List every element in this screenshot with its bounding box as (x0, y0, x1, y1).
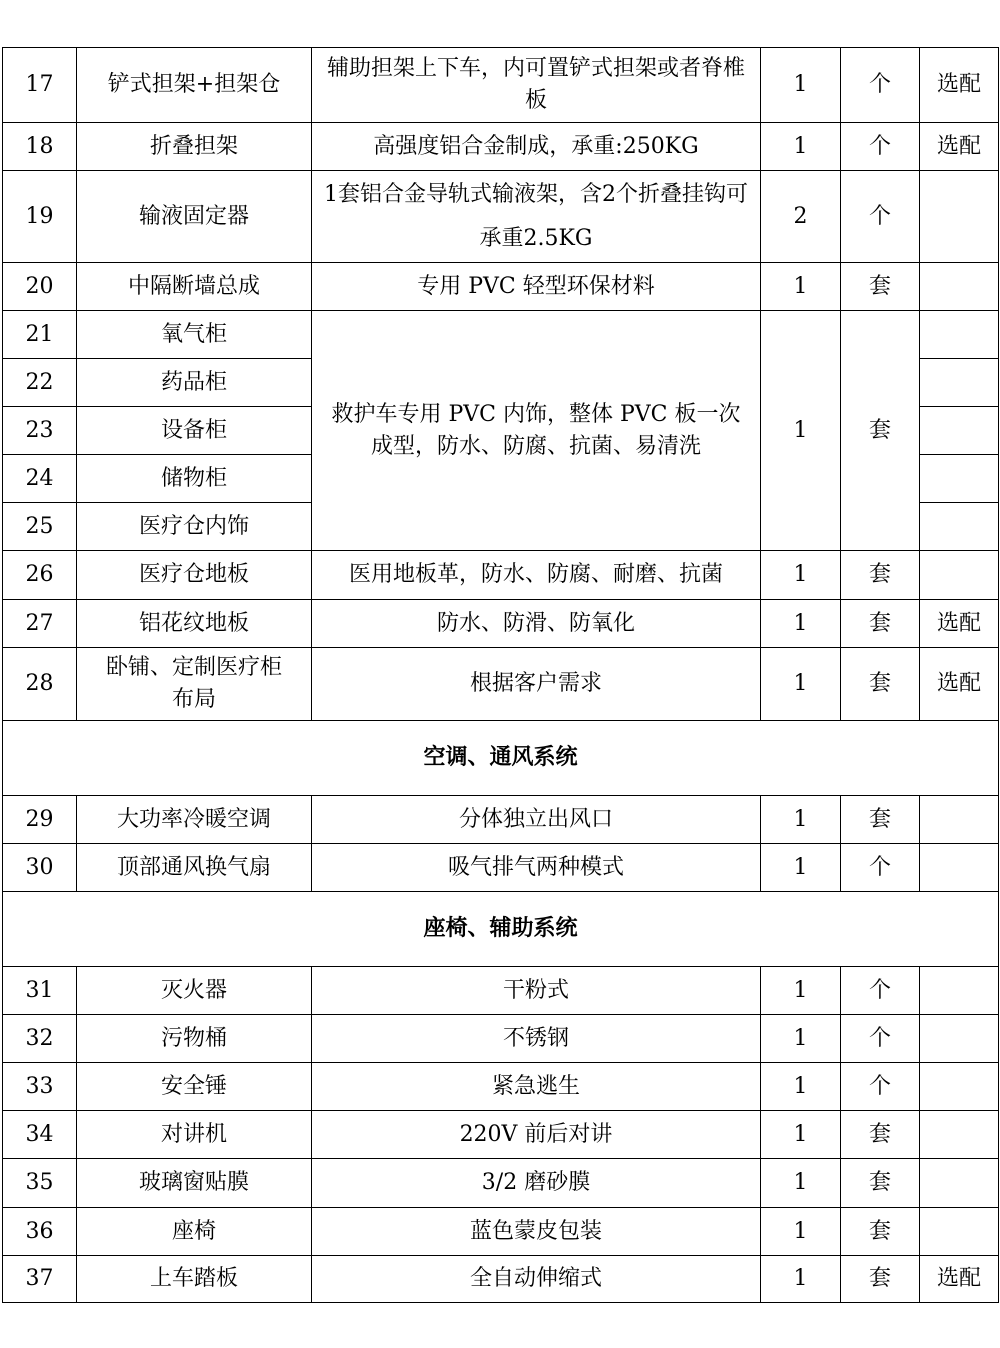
item-description: 不锈钢 (312, 1015, 761, 1063)
item-number: 20 (3, 263, 77, 311)
item-description: 干粉式 (312, 967, 761, 1015)
item-number: 19 (3, 171, 77, 263)
item-quantity: 1 (761, 648, 841, 721)
table-row (3, 1015, 999, 1063)
item-quantity: 1 (761, 1208, 841, 1256)
item-description: 根据客户需求 (312, 648, 761, 721)
group-description: 救护车专用 PVC 内饰，整体 PVC 板一次成型，防水、防腐、抗菌、易清洗 (312, 311, 761, 551)
item-note (920, 407, 999, 455)
item-number: 33 (3, 1063, 77, 1111)
item-name: 中隔断墙总成 (77, 263, 312, 311)
item-description: 紧急逃生 (312, 1063, 761, 1111)
item-unit: 套 (841, 796, 920, 844)
item-quantity: 1 (761, 796, 841, 844)
item-quantity: 1 (761, 1015, 841, 1063)
item-number: 36 (3, 1208, 77, 1256)
table-row (3, 796, 999, 844)
section-row (3, 892, 999, 967)
item-name: 上车踏板 (77, 1256, 312, 1303)
item-unit: 个 (841, 123, 920, 171)
item-name: 大功率冷暖空调 (77, 796, 312, 844)
table-row (3, 123, 999, 171)
item-unit: 个 (841, 967, 920, 1015)
item-unit: 个 (841, 171, 920, 263)
item-note: 选配 (920, 123, 999, 171)
item-quantity: 1 (761, 48, 841, 123)
item-description: 全自动伸缩式 (312, 1256, 761, 1303)
item-number: 26 (3, 551, 77, 600)
item-number: 29 (3, 796, 77, 844)
item-note (920, 967, 999, 1015)
item-number: 24 (3, 455, 77, 503)
item-unit: 个 (841, 48, 920, 123)
group-quantity: 1 (761, 311, 841, 551)
item-quantity: 1 (761, 1256, 841, 1303)
item-description: 高强度铝合金制成，承重:250KG (312, 123, 761, 171)
item-quantity: 1 (761, 1159, 841, 1208)
item-note: 选配 (920, 600, 999, 648)
item-description: 辅助担架上下车，内可置铲式担架或者脊椎板 (312, 48, 761, 123)
equipment-spec-table (2, 47, 999, 1303)
item-note: 选配 (920, 648, 999, 721)
item-note (920, 503, 999, 551)
item-name: 折叠担架 (77, 123, 312, 171)
item-name: 储物柜 (77, 455, 312, 503)
item-unit: 套 (841, 263, 920, 311)
table-row (3, 1208, 999, 1256)
item-description: 吸气排气两种模式 (312, 844, 761, 892)
item-number: 37 (3, 1256, 77, 1303)
item-name: 玻璃窗贴膜 (77, 1159, 312, 1208)
item-unit: 个 (841, 1015, 920, 1063)
item-note (920, 359, 999, 407)
item-number: 25 (3, 503, 77, 551)
table-row (3, 844, 999, 892)
item-description: 医用地板革，防水、防腐、耐磨、抗菌 (312, 551, 761, 600)
item-number: 21 (3, 311, 77, 359)
item-name: 设备柜 (77, 407, 312, 455)
item-note (920, 844, 999, 892)
table-row (3, 171, 999, 263)
table-row (3, 967, 999, 1015)
item-quantity: 2 (761, 171, 841, 263)
item-quantity: 1 (761, 263, 841, 311)
item-unit: 套 (841, 600, 920, 648)
item-number: 17 (3, 48, 77, 123)
item-name: 灭火器 (77, 967, 312, 1015)
item-number: 30 (3, 844, 77, 892)
table-row (3, 551, 999, 600)
table-row (3, 648, 999, 721)
item-name: 铲式担架+担架仓 (77, 48, 312, 123)
item-name: 氧气柜 (77, 311, 312, 359)
item-name: 安全锤 (77, 1063, 312, 1111)
item-description: 防水、防滑、防氧化 (312, 600, 761, 648)
item-number: 22 (3, 359, 77, 407)
item-name: 卧铺、定制医疗柜布局 (77, 648, 312, 721)
item-description: 3/2 磨砂膜 (312, 1159, 761, 1208)
item-note (920, 1208, 999, 1256)
item-unit: 套 (841, 1208, 920, 1256)
item-name: 药品柜 (77, 359, 312, 407)
table-row (3, 48, 999, 123)
item-number: 27 (3, 600, 77, 648)
table-row (3, 311, 999, 359)
item-quantity: 1 (761, 844, 841, 892)
item-name: 铝花纹地板 (77, 600, 312, 648)
item-number: 28 (3, 648, 77, 721)
section-title: 座椅、辅助系统 (3, 892, 999, 967)
item-number: 35 (3, 1159, 77, 1208)
item-quantity: 1 (761, 1111, 841, 1159)
item-quantity: 1 (761, 123, 841, 171)
item-quantity: 1 (761, 551, 841, 600)
item-unit: 套 (841, 1159, 920, 1208)
item-quantity: 1 (761, 967, 841, 1015)
item-unit: 个 (841, 844, 920, 892)
item-unit: 个 (841, 1063, 920, 1111)
table-row (3, 1063, 999, 1111)
item-note (920, 1111, 999, 1159)
item-name: 医疗仓内饰 (77, 503, 312, 551)
item-note (920, 796, 999, 844)
item-quantity: 1 (761, 600, 841, 648)
item-unit: 套 (841, 648, 920, 721)
item-note (920, 1159, 999, 1208)
item-unit: 套 (841, 551, 920, 600)
table-row (3, 1111, 999, 1159)
table-row (3, 263, 999, 311)
item-name: 输液固定器 (77, 171, 312, 263)
item-description: 蓝色蒙皮包装 (312, 1208, 761, 1256)
item-name: 对讲机 (77, 1111, 312, 1159)
section-title: 空调、通风系统 (3, 721, 999, 796)
item-unit: 套 (841, 1111, 920, 1159)
item-description: 专用 PVC 轻型环保材料 (312, 263, 761, 311)
item-number: 18 (3, 123, 77, 171)
group-unit: 套 (841, 311, 920, 551)
item-description: 1套铝合金导轨式输液架，含2个折叠挂钩可承重2.5KG (312, 171, 761, 263)
item-note (920, 263, 999, 311)
item-note: 选配 (920, 48, 999, 123)
item-description: 分体独立出风口 (312, 796, 761, 844)
item-number: 31 (3, 967, 77, 1015)
item-name: 污物桶 (77, 1015, 312, 1063)
item-quantity: 1 (761, 1063, 841, 1111)
item-note: 选配 (920, 1256, 999, 1303)
item-name: 顶部通风换气扇 (77, 844, 312, 892)
item-note (920, 311, 999, 359)
item-note (920, 455, 999, 503)
item-note (920, 171, 999, 263)
item-note (920, 1015, 999, 1063)
table-row (3, 1159, 999, 1208)
item-number: 34 (3, 1111, 77, 1159)
item-number: 32 (3, 1015, 77, 1063)
item-note (920, 1063, 999, 1111)
table-row (3, 600, 999, 648)
item-name: 座椅 (77, 1208, 312, 1256)
item-name: 医疗仓地板 (77, 551, 312, 600)
table-row (3, 1256, 999, 1303)
item-number: 23 (3, 407, 77, 455)
item-description: 220V 前后对讲 (312, 1111, 761, 1159)
item-unit: 套 (841, 1256, 920, 1303)
section-row (3, 721, 999, 796)
item-note (920, 551, 999, 600)
